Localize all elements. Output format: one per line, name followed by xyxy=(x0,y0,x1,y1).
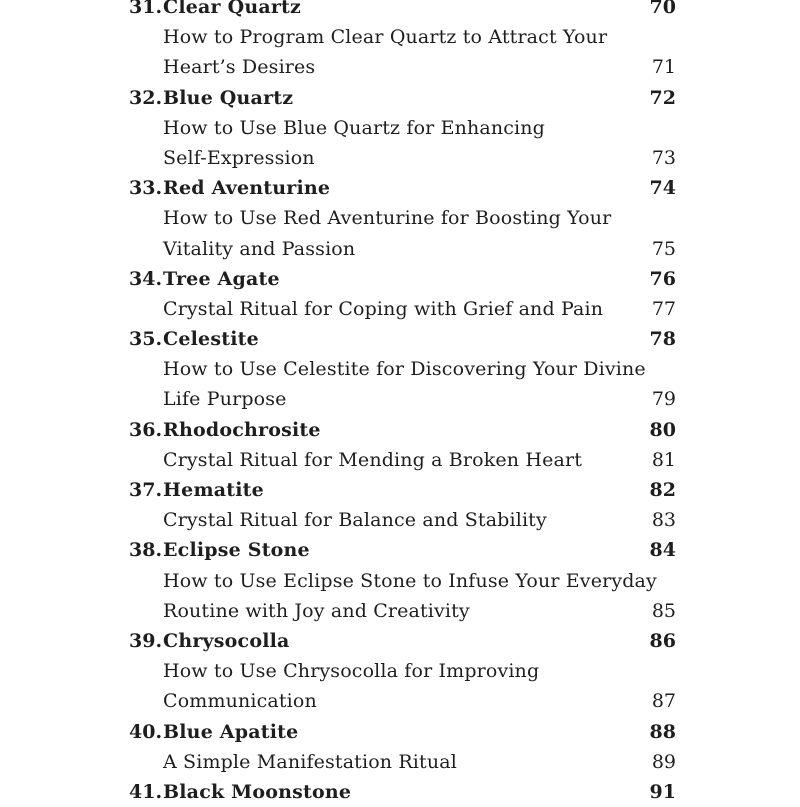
toc-section-row xyxy=(0,747,800,777)
section-title: How to Use Eclipse Stone to Infuse Your Everyday xyxy=(163,569,657,592)
chapter-title: Celestite xyxy=(163,328,259,351)
toc-chapter-row xyxy=(0,173,800,203)
page-number: 84 xyxy=(649,539,676,562)
page-number: 74 xyxy=(649,177,676,200)
page-number: 89 xyxy=(651,750,676,773)
section-title: Crystal Ritual for Coping with Grief and Pain xyxy=(163,297,604,320)
section-title: Routine with Joy and Creativity xyxy=(163,599,470,622)
page-number: 77 xyxy=(651,297,676,320)
chapter-title: Black Moonstone xyxy=(163,780,352,803)
chapter-number: 38. xyxy=(129,539,163,562)
page-number: 76 xyxy=(649,267,676,290)
toc-section-row xyxy=(0,52,800,82)
toc-section-row xyxy=(0,384,800,414)
chapter-title: Hematite xyxy=(163,479,264,501)
chapter-title: Clear Quartz xyxy=(163,0,302,18)
toc-chapter-row xyxy=(0,475,800,505)
page-number: 85 xyxy=(651,599,676,622)
toc-section-row xyxy=(0,22,800,52)
chapter-title: Chrysocolla xyxy=(163,629,290,652)
toc-chapter-row xyxy=(0,626,800,656)
page-number: 75 xyxy=(651,237,676,260)
chapter-title: Red Aventurine xyxy=(163,177,331,200)
toc-section-row xyxy=(0,354,800,384)
section-title: Communication xyxy=(163,690,317,713)
toc-chapter-row xyxy=(0,717,800,747)
section-title: How to Use Chrysocolla for Improving xyxy=(163,660,540,683)
chapter-number: 34. xyxy=(129,267,163,290)
section-title: Crystal Ritual for Balance and Stability xyxy=(163,509,547,532)
toc-section-row xyxy=(0,686,800,716)
toc-section-row xyxy=(0,294,800,324)
chapter-number: 41. xyxy=(129,780,163,803)
section-title: How to Program Clear Quartz to Attract Your xyxy=(163,26,608,49)
chapter-title: Eclipse Stone xyxy=(163,539,310,562)
page-number: 81 xyxy=(651,448,676,471)
toc-section-row xyxy=(0,566,800,596)
toc-chapter-row xyxy=(0,777,800,807)
chapter-number: 37. xyxy=(129,479,163,501)
chapter-title: Blue Quartz xyxy=(163,86,294,109)
page-number: 88 xyxy=(649,720,676,743)
chapter-number: 36. xyxy=(129,418,163,441)
section-title: Heart’s Desires xyxy=(163,56,316,79)
toc-chapter-row xyxy=(0,324,800,354)
page-number: 87 xyxy=(651,690,676,713)
section-title: A Simple Manifestation Ritual xyxy=(163,750,457,773)
chapter-number: 35. xyxy=(129,328,163,351)
toc-section-row xyxy=(0,596,800,626)
page-number: 72 xyxy=(649,86,676,109)
section-title: How to Use Red Aventurine for Boosting Your xyxy=(163,207,612,230)
toc-section-row xyxy=(0,234,800,264)
section-title: Crystal Ritual for Mending a Broken Heart xyxy=(163,448,582,471)
section-title: How to Use Blue Quartz for Enhancing xyxy=(163,116,545,139)
chapter-title: Blue Apatite xyxy=(163,720,299,743)
chapter-number: 40. xyxy=(129,720,163,743)
toc-section-row xyxy=(0,203,800,233)
section-title: How to Use Celestite for Discovering Your Divine xyxy=(163,358,646,381)
page-number: 86 xyxy=(649,629,676,652)
toc-section-row xyxy=(0,143,800,173)
page-number: 82 xyxy=(649,479,676,501)
toc-section-row xyxy=(0,445,800,475)
toc-chapter-row xyxy=(0,0,800,22)
page-number: 80 xyxy=(649,418,676,441)
page-number: 83 xyxy=(651,509,676,532)
chapter-title: Tree Agate xyxy=(163,267,280,290)
chapter-number: 33. xyxy=(129,177,163,200)
page-number: 79 xyxy=(651,388,676,411)
page-number: 78 xyxy=(649,328,676,351)
page-number: 73 xyxy=(651,146,676,169)
section-title: Self-Expression xyxy=(163,146,315,169)
toc-chapter-row xyxy=(0,264,800,294)
chapter-number: 31. xyxy=(129,0,163,18)
toc-chapter-row xyxy=(0,415,800,445)
section-title: Life Purpose xyxy=(163,388,287,411)
chapter-title: Rhodochrosite xyxy=(163,418,321,441)
toc-section-row xyxy=(0,113,800,143)
toc-chapter-row xyxy=(0,83,800,113)
page-number: 71 xyxy=(651,56,676,79)
page-number: 91 xyxy=(649,780,676,803)
section-title: Vitality and Passion xyxy=(163,237,356,260)
toc-section-row xyxy=(0,505,800,535)
toc-chapter-row xyxy=(0,535,800,565)
chapter-number: 32. xyxy=(129,86,163,109)
page-number: 70 xyxy=(649,0,676,18)
chapter-number: 39. xyxy=(129,629,163,652)
toc-section-row xyxy=(0,656,800,686)
